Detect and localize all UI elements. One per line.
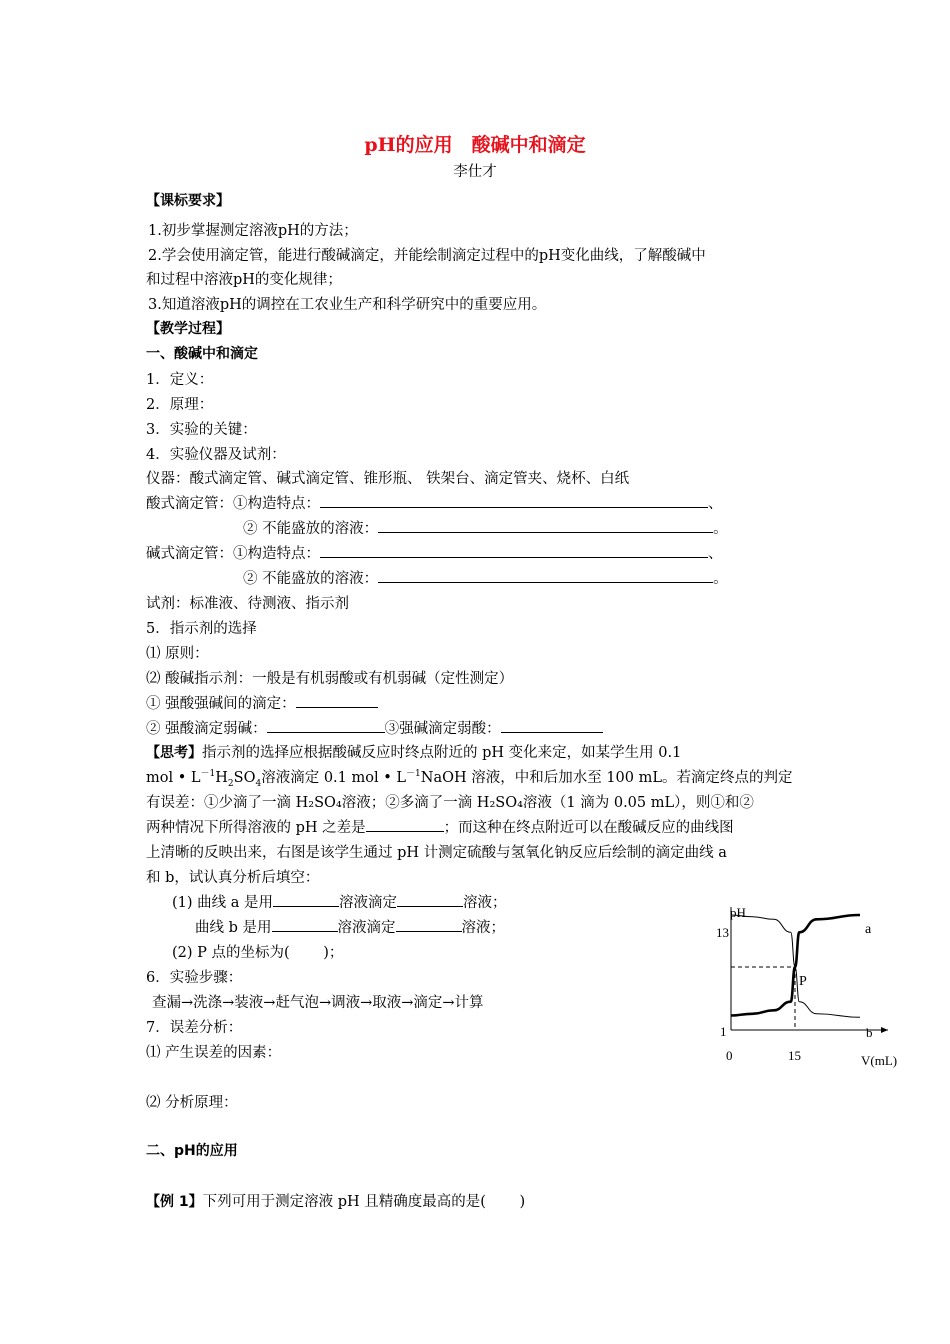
part2-heading: 二、pH的应用 — [146, 1143, 238, 1159]
think-l2sub1: 2 — [227, 778, 234, 789]
think-line-2 — [146, 766, 793, 789]
think-l4b: ；而这种在终点附近可以在酸碱反应的曲线图 — [443, 820, 734, 836]
acid-cannot-label: ② 不能盛放的溶液： — [243, 521, 379, 537]
base-cannot-blank — [378, 568, 713, 583]
example-line — [146, 1190, 525, 1211]
base-burette-line — [146, 542, 723, 563]
strong-base-weak-acid-label: ③强碱滴定弱酸： — [384, 721, 501, 737]
curriculum-item-3: 3.知道溶液pH的调控在工农业生产和科学研究中的重要应用。 — [148, 297, 547, 313]
curriculum-item-1: 1.初步掌握测定溶液pH的方法； — [148, 223, 358, 239]
instruments-line: 仪器：酸式滴定管、碱式滴定管、锥形瓶、 铁架台、滴定管夹、烧杯、白纸 — [146, 471, 630, 487]
think-label: 【思考】 — [146, 745, 202, 761]
think-l4a: 两种情况下所得溶液的 pH 之差是 — [146, 820, 366, 836]
acid-burette-blank — [320, 493, 708, 508]
error-factor: ⑴ 产生误差的因素： — [146, 1045, 282, 1061]
acid-cannot-line — [243, 517, 728, 538]
think-l2e: NaOH 溶液，中和后加水至 100 mL。若滴定终点的判定 — [420, 770, 793, 786]
x-axis-arrow — [881, 1027, 888, 1033]
point-p-label: P — [799, 974, 807, 989]
question-1b — [195, 916, 505, 937]
think-l2c: SO — [233, 770, 256, 786]
strong-strong-blank — [296, 693, 378, 708]
y-tick-1: 1 — [720, 1024, 727, 1039]
page-title: pH的应用 酸碱中和滴定 — [364, 134, 586, 156]
x-axis-label: V(mL) — [861, 1053, 898, 1068]
x-tick-0: 0 — [726, 1048, 733, 1063]
curve-a-line — [731, 915, 860, 1016]
base-cannot-end: 。 — [713, 571, 728, 587]
think-line-3: 有误差：①少滴了一滴 H₂SO₄溶液；②多滴了一滴 H₂SO₄溶液（1 滴为 0.05 mL），则①和② — [146, 795, 754, 811]
q1-blank-4 — [396, 917, 462, 932]
base-burette-blank — [320, 543, 708, 558]
think-l2d: 溶液滴定 0.1 mol • L — [261, 770, 407, 786]
error-heading: 7．误差分析： — [146, 1020, 243, 1036]
y-tick-13: 13 — [716, 925, 729, 940]
question-1a — [172, 891, 507, 912]
strong-base-weak-acid-blank — [501, 718, 603, 733]
steps-heading: 6．实验步骤： — [146, 970, 243, 986]
q1-blank-3 — [272, 917, 338, 932]
think-text-1: 指示剂的选择应根据酸碱反应时终点附近的 pH 变化来定，如某学生用 0.1 — [202, 745, 682, 761]
example-label: 【例 1】 — [146, 1194, 203, 1210]
think-l2sup2: －1 — [406, 769, 421, 780]
acid-burette-line — [146, 492, 723, 513]
indicator-heading: 5．指示剂的选择 — [146, 621, 257, 637]
curve-b-label: b — [866, 1025, 873, 1040]
acid-cannot-end: 。 — [713, 521, 728, 537]
question-2: (2) P 点的坐标为( )； — [172, 945, 344, 961]
think-l2b: H — [215, 770, 228, 786]
reagents-line: 试剂：标准液、待测液、指示剂 — [146, 596, 349, 612]
strong-strong-line — [146, 692, 378, 713]
think-line-4 — [146, 816, 734, 837]
curriculum-item-2-cont: 和过程中溶液pH的变化规律； — [146, 272, 342, 288]
think-line-6: 和 b，试认真分析后填空： — [146, 870, 320, 886]
ph-diff-blank — [366, 817, 444, 832]
process-heading: 【教学过程】 — [146, 321, 230, 337]
strong-acid-weak-base-blank — [267, 718, 385, 733]
x-tick-15: 15 — [788, 1048, 801, 1063]
q1-blank-1 — [273, 892, 339, 907]
base-burette-label: 碱式滴定管：①构造特点： — [146, 546, 320, 562]
q1f: 溶液； — [461, 920, 505, 936]
error-principle: ⑵ 分析原理： — [146, 1095, 238, 1111]
curve-a-label: a — [865, 922, 872, 937]
example-text: 下列可用于测定溶液 pH 且精确度最高的是( ) — [202, 1194, 526, 1210]
indicator-type: ⑵ 酸碱指示剂：一般是有机弱酸或有机弱碱（定性测定） — [146, 671, 514, 687]
q1a: (1) 曲线 a 是用 — [172, 895, 274, 911]
steps-list: 查漏→洗涤→装液→赶气泡→调液→取液→滴定→计算 — [152, 995, 484, 1011]
think-line-1 — [146, 741, 681, 762]
q1d: 曲线 b 是用 — [195, 920, 272, 936]
curriculum-item-2: 2.学会使用滴定管，能进行酸碱滴定，并能绘制滴定过程中的pH变化曲线，了解酸碱中 — [148, 248, 706, 264]
strong-strong-label: ① 强酸强碱间的滴定： — [146, 696, 296, 712]
think-l2sub2: 4 — [255, 778, 262, 789]
weak-titration-line — [146, 717, 603, 738]
item-principle: 2．原理： — [146, 397, 214, 413]
acid-cannot-blank — [378, 518, 713, 533]
curriculum-heading: 【课标要求】 — [146, 193, 230, 209]
think-l2a: mol • L — [146, 770, 201, 786]
q1b: 溶液滴定 — [339, 895, 398, 911]
base-cannot-label: ② 不能盛放的溶液： — [243, 571, 379, 587]
q1c: 溶液； — [463, 895, 507, 911]
y-axis-label: pH — [730, 905, 746, 920]
strong-acid-weak-base-label: ② 强酸滴定弱碱： — [146, 721, 267, 737]
q1e: 溶液滴定 — [337, 920, 396, 936]
item-key: 3．实验的关键： — [146, 422, 257, 438]
acid-burette-end: 、 — [708, 496, 723, 512]
item-definition: 1．定义： — [146, 372, 214, 388]
titration-curve-chart — [700, 895, 915, 1075]
indicator-principle: ⑴ 原则： — [146, 646, 209, 662]
base-cannot-line — [243, 567, 728, 588]
item-equipment: 4．实验仪器及试剂： — [146, 447, 286, 463]
acid-burette-label: 酸式滴定管：①构造特点： — [146, 496, 320, 512]
part1-heading: 一、酸碱中和滴定 — [146, 346, 258, 362]
base-burette-end: 、 — [708, 546, 723, 562]
think-line-5: 上清晰的反映出来，右图是该学生通过 pH 计测定硫酸与氢氧化钠反应后绘制的滴定曲线 a — [146, 845, 727, 861]
think-l2sup: －1 — [200, 769, 216, 780]
author: 李仕才 — [453, 164, 497, 180]
q1-blank-2 — [397, 892, 463, 907]
